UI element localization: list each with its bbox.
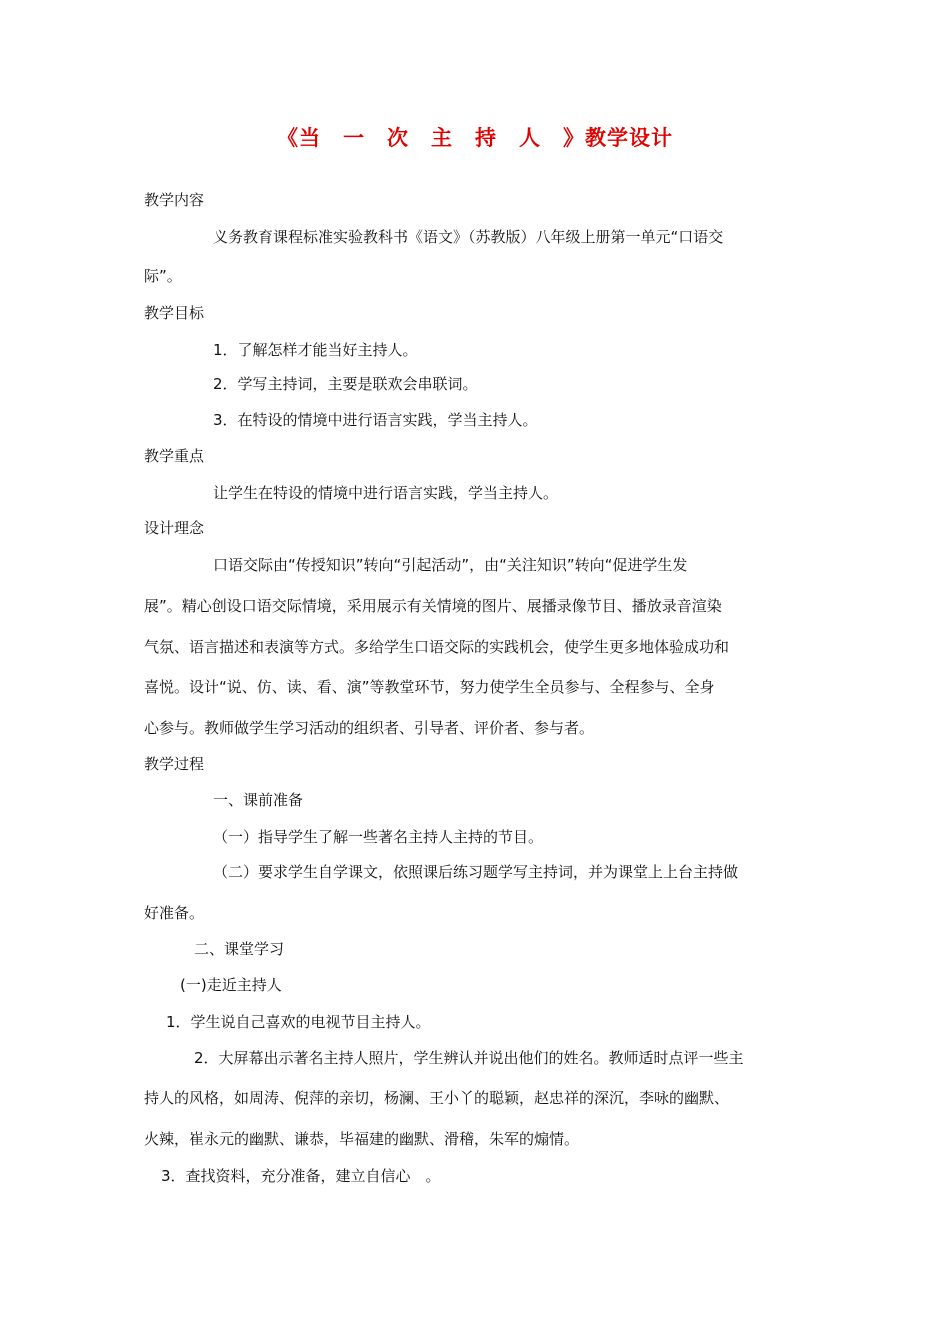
section-heading-content: 教学内容 xyxy=(144,191,205,209)
goal-item-1: 1．了解怎样才能当好主持人。 xyxy=(213,341,418,359)
section-heading-key-point: 教学重点 xyxy=(144,447,205,465)
process-prep-heading: 一、课前准备 xyxy=(213,791,304,809)
goal-item-3: 3．在特设的情境中进行语言实践，学当主持人。 xyxy=(213,411,538,429)
process-prep-item-1: （一）指导学生了解一些著名主持人主持的节目。 xyxy=(213,828,544,846)
content-text-line2: 际”。 xyxy=(144,267,182,285)
document-title: 《当 一 次 主 持 人 》教学设计 xyxy=(277,126,673,150)
process-step-2-line1: 2．大屏幕出示著名主持人照片，学生辨认并说出他们的姓名。教师适时点评一些主 xyxy=(194,1049,744,1067)
process-prep-item-2-line2: 好准备。 xyxy=(144,904,205,922)
concept-line-3: 气氛、语言描述和表演等方式。多给学生口语交际的实践机会，使学生更多地体验成功和 xyxy=(144,638,730,656)
goal-item-2: 2．学写主持词，主要是联欢会串联词。 xyxy=(213,375,478,393)
section-heading-process: 教学过程 xyxy=(144,755,205,773)
process-prep-item-2-line1: （二）要求学生自学课文，依照课后练习题学写主持词，并为课堂上上台主持做 xyxy=(213,863,739,881)
content-text-line1: 义务教育课程标准实验教科书《语文》（苏教版）八年级上册第一单元“口语交 xyxy=(213,228,724,246)
process-step-2-line2: 持人的风格，如周涛、倪萍的亲切，杨澜、王小丫的聪颖，赵忠祥的深沉，李咏的幽默、 xyxy=(144,1089,730,1107)
process-step-2-line3: 火辣，崔永元的幽默、谦恭，毕福建的幽默、滑稽，朱军的煽情。 xyxy=(144,1130,580,1148)
process-step-1: 1．学生说自己喜欢的电视节目主持人。 xyxy=(166,1013,431,1031)
key-point-text: 让学生在特设的情境中进行语言实践，学当主持人。 xyxy=(213,484,559,502)
section-heading-concept: 设计理念 xyxy=(144,519,205,537)
concept-line-5: 心参与。教师做学生学习活动的组织者、引导者、评价者、参与者。 xyxy=(144,719,595,737)
section-heading-goals: 教学目标 xyxy=(144,304,205,322)
concept-line-2: 展”。精心创设口语交际情境，采用展示有关情境的图片、展播录像节目、播放录音渲染 xyxy=(144,597,722,615)
concept-line-1: 口语交际由“传授知识”转向“引起活动”，由“关注知识”转向“促进学生发 xyxy=(213,556,688,574)
process-step-3: 3．查找资料，充分准备，建立自信心 。 xyxy=(161,1167,441,1185)
process-class-heading: 二、课堂学习 xyxy=(194,940,285,958)
process-sub-heading: (一)走近主持人 xyxy=(180,976,282,994)
concept-line-4: 喜悦。设计“说、仿、读、看、演”等教堂环节，努力使学生全员参与、全程参与、全身 xyxy=(144,678,715,696)
